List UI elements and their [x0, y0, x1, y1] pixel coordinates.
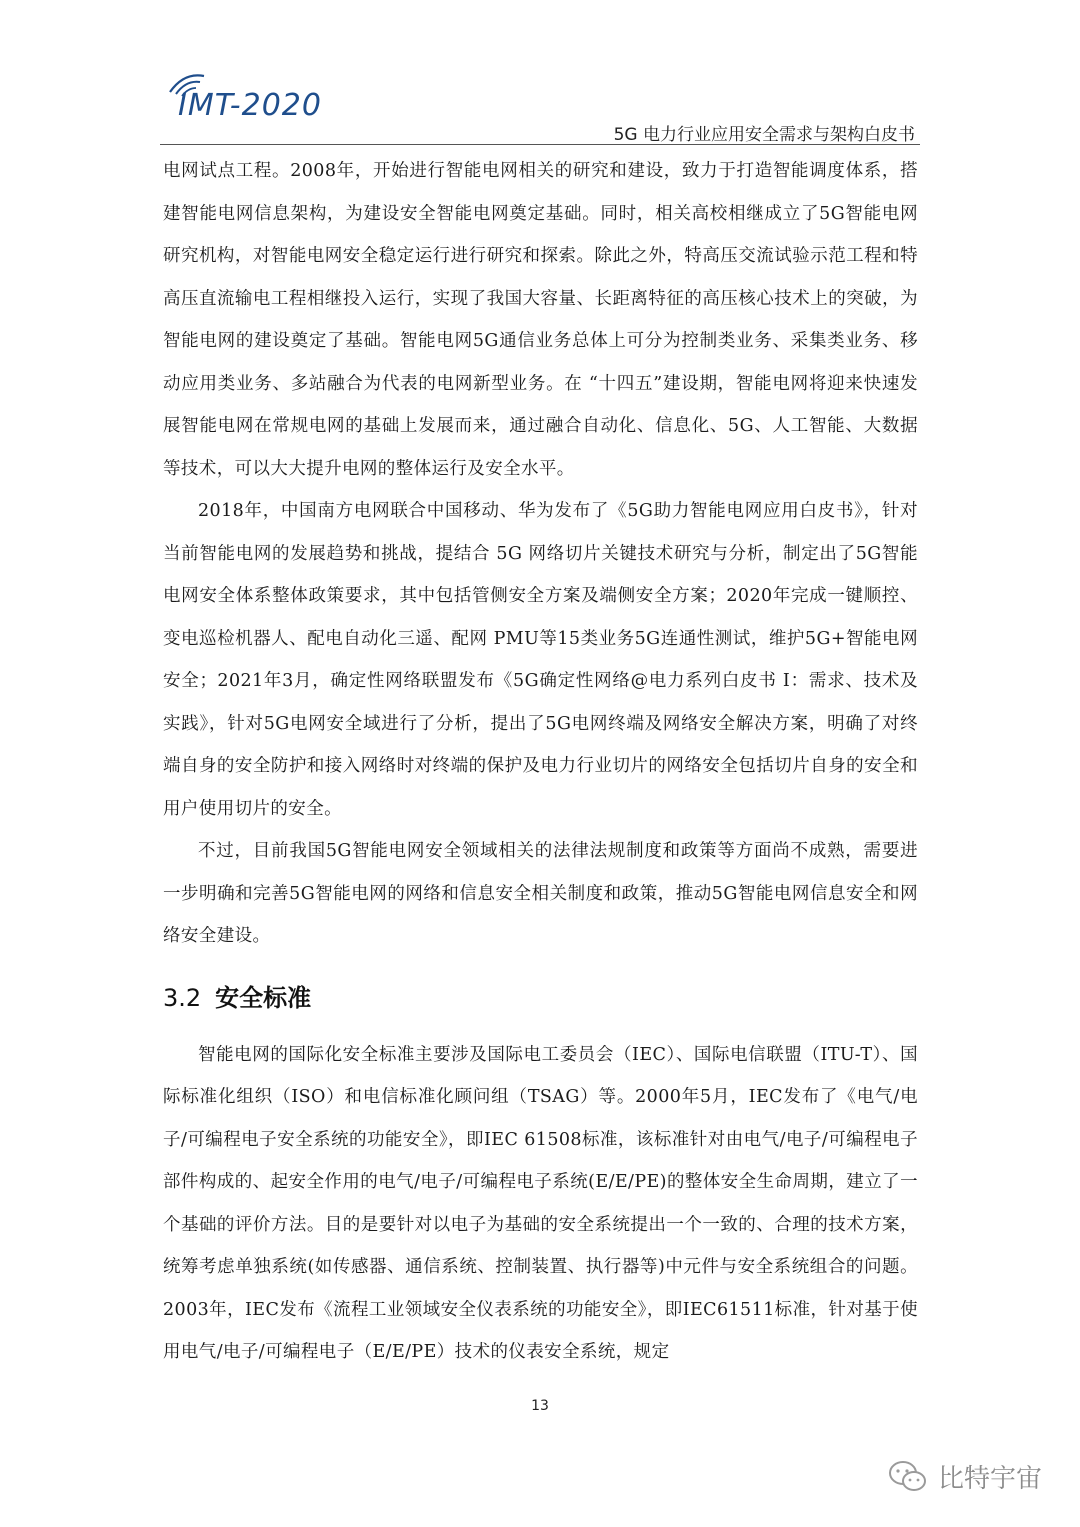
main-content [163, 150, 918, 1374]
paragraph-2: 2018年，中国南方电网联合中国移动、华为发布了《5G助力智能电网应用白皮书》，针对当前智能电网的发展趋势和挑战，提结合 5G 网络切片关键技术研究与分析，制定出了5G智能电网安全体系整体政策要求，其中包括管侧安全方案及端侧安全方案；2020年完成一键顺控、变电巡检机器人、配电自动化三遥、配网 PMU等15类业务5G连通性测试，维护5G+智能电网安全；2021年3月，确定性网络联盟发布《5G确定性网络@电力系列白皮书 I：需求、技术及实践》，针对5G电网安全域进行了分析，提出了5G电网终端及网络安全解决方案，明确了对终端自身的安全防护和接入网络时对终端的保护及电力行业切片的网络安全包括切片自身的安全和用户使用切片的安全。 [163, 501, 918, 819]
wechat-icon [888, 1460, 928, 1494]
document-title: 5G 电力行业应用安全需求与架构白皮书 [613, 125, 915, 145]
page-number: 13 [531, 1398, 549, 1414]
wechat-watermark [888, 1458, 1042, 1495]
watermark-text: 比特宇宙 [937, 1464, 1042, 1494]
section-heading [163, 978, 918, 1018]
paragraph-3: 不过，目前我国5G智能电网安全领域相关的法律法规制度和政策等方面尚不成熟，需要进一步明确和完善5G智能电网的网络和信息安全相关制度和政策，推动5G智能电网信息安全和网络安全建设。 [163, 841, 918, 946]
header-divider [160, 144, 920, 145]
paragraph-1: 电网试点工程。2008年，开始进行智能电网相关的研究和建设，致力于打造智能调度体系，搭建智能电网信息架构，为建设安全智能电网奠定基础。同时，相关高校相继成立了5G智能电网研究机构，对智能电网安全稳定运行进行研究和探索。除此之外，特高压交流试验示范工程和特高压直流输电工程相继投入运行，实现了我国大容量、长距离特征的高压核心技术上的突破，为智能电网的建设奠定了基础。智能电网5G通信业务总体上可分为控制类业务、采集类业务、移动应用类业务、多站融合为代表的电网新型业务。在 “十四五”建设期，智能电网将迎来快速发展智能电网在常规电网的基础上发展而来，通过融合自动化、信息化、5G、人工智能、大数据等技术，可以大大提升电网的整体运行及安全水平。 [163, 161, 918, 479]
paragraph-4: 智能电网的国际化安全标准主要涉及国际电工委员会（IEC）、国际电信联盟（ITU-T）、国际标准化组织（ISO）和电信标准化顾问组（TSAG）等。2000年5月，IEC发布了《电气/电子/可编程电子安全系统的功能安全》，即IEC 61508标准，该标准针对由电气/电子/可编程电子部件构成的、起安全作用的电气/电子/可编程电子系统(E/E/PE)的整体安全生命周期，建立了一个基础的评价方法。目的是要针对以电子为基础的安全系统提出一个一致的、合理的技术方案，统筹考虑单独系统(如传感器、通信系统、控制装置、执行器等)中元件与安全系统组合的问题。2003年，IEC发布《流程工业领域安全仪表系统的功能安全》，即IEC61511标准，针对基于使用电气/电子/可编程电子（E/E/PE）技术的仪表安全系统，规定 [163, 1044, 918, 1362]
logo-text: IMT-2020 [178, 88, 322, 123]
imt2020-logo [160, 72, 320, 132]
section-title: 安全标准 [215, 983, 312, 1012]
section-number: 3.2 [163, 983, 202, 1012]
